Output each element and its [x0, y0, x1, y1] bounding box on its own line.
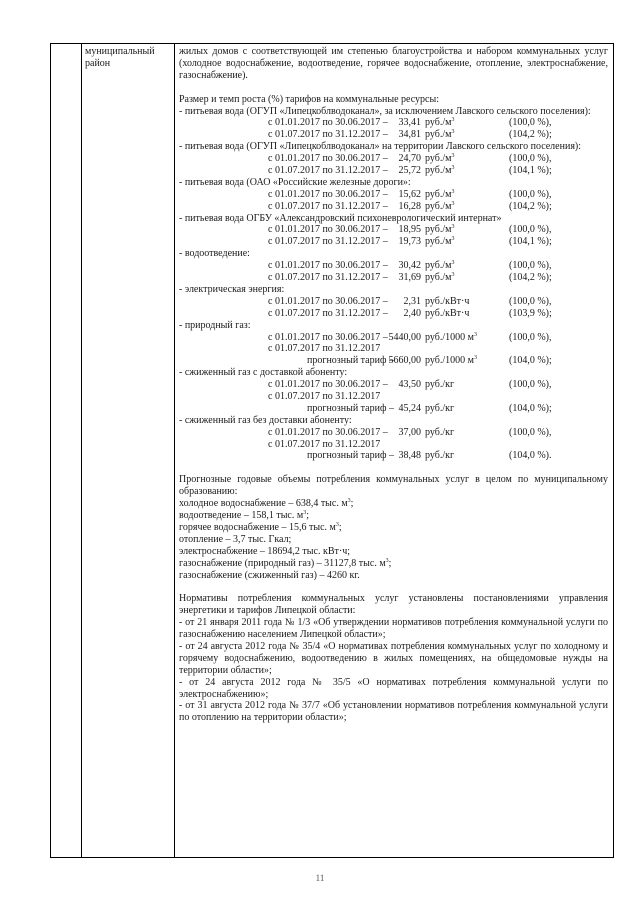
norms-heading: Нормативы потребления коммунальных услуг установлены постановлениями управления энергетики и тарифов Липецкой области:	[179, 593, 608, 617]
tariff-group-title: - питьевая вода (ОГУП «Липецкоблводоканал», за исключением Лавского сельского поселения):	[179, 105, 591, 117]
norm-item: - от 24 августа 2012 года № 35/4 «О нормативах потребления коммунальных услуг по холодному и горячему водоснабжению, водоотведению в жилых помещениях, на общедомовые нужды на территории области»;	[179, 640, 608, 676]
content-cell	[175, 44, 614, 858]
norm-item: - от 24 августа 2012 года № 35/5 «О нормативах потребления коммунальной услуги по электроснабжению»;	[179, 676, 608, 700]
norm-item: - от 31 августа 2012 года № 37/7 «Об установлении нормативов потребления коммунальной услуги по отоплению на территории области»;	[179, 700, 608, 724]
volume-heating: отопление – 3,7 тыс. Гкал;	[179, 533, 292, 545]
row-number-cell	[51, 44, 82, 858]
volume-cold-water: холодное водоснабжение – 638,4 тыс. $м^3$;	[179, 498, 354, 510]
tariff-rate-line: с 01.07.2017 по 31.12.2017	[268, 438, 381, 450]
tariff-rate-line: с 01.07.2017 по 31.12.2017 – 16,28 $руб./м^3$ (104,2 %);	[268, 200, 552, 212]
tariff-rate-line: с 01.01.2017 по 30.06.2017 – 5440,00 руб./1000 $м^3$ (100,0 %),	[268, 331, 552, 343]
tariff-rate-line: с 01.07.2017 по 31.12.2017	[268, 343, 381, 355]
tariff-rate-line: с 01.01.2017 по 30.06.2017 – 24,70 $руб./м^3$ (100,0 %),	[268, 153, 552, 165]
district-label: муниципальный район	[85, 46, 155, 69]
district-cell	[82, 44, 175, 858]
volume-hot-water: горячее водоснабжение – 15,6 тыс. $м^3$;	[179, 521, 342, 533]
tariff-rate-line: с 01.01.2017 по 30.06.2017 – 18,95 $руб./м^3$ (100,0 %),	[268, 224, 552, 236]
norm-item: - от 21 января 2011 года № 1/3 «Об утверждении нормативов потребления коммунальной услуги по газоснабжению населением Липецкой области»;	[179, 617, 608, 641]
volume-sewage: водоотведение – 158,1 тыс. $м^3$;	[179, 509, 309, 521]
tariff-rate-line: с 01.07.2017 по 31.12.2017 – 34,81 $руб./м^3$ (104,2 %);	[268, 129, 552, 141]
tariff-rate-line: с 01.01.2017 по 30.06.2017 – 15,62 $руб./м^3$ (100,0 %),	[268, 188, 552, 200]
tariff-rate-line: с 01.01.2017 по 30.06.2017 – 2,31 руб./кВт·ч (100,0 %),	[268, 295, 552, 307]
volumes-heading: Прогнозные годовые объемы потребления коммунальных услуг в целом по муниципальному образованию:	[179, 474, 608, 498]
tariff-group-title: - сжиженный газ без доставки абоненту:	[179, 414, 352, 426]
forecast-rate-line: прогнозный тариф – 45,24 руб./кг (104,0 %);	[307, 402, 552, 414]
table-row	[51, 44, 614, 858]
tariff-group-title: - питьевая вода (ОГУП «Липецкоблводоканал» на территории Лавского сельского поселения):	[179, 141, 582, 153]
tariff-rate-line: с 01.01.2017 по 30.06.2017 – 33,41 $руб./м^3$ (100,0 %),	[268, 117, 552, 129]
tariff-rate-line: с 01.07.2017 по 31.12.2017	[268, 391, 381, 403]
forecast-rate-line: прогнозный тариф – 5660,00 руб./1000 $м^3$ (104,0 %);	[307, 355, 552, 367]
tariff-rate-line: с 01.07.2017 по 31.12.2017 – 25,72 $руб./м^3$ (104,1 %);	[268, 165, 552, 176]
tariff-group-title: - питьевая вода ОГБУ «Александровский психоневрологический интернат»	[179, 212, 502, 224]
tariff-rate-line: с 01.01.2017 по 30.06.2017 – 30,42 $руб./м^3$ (100,0 %),	[268, 260, 552, 272]
tariff-rate-line: с 01.07.2017 по 31.12.2017 – 2,40 руб./кВт·ч (103,9 %);	[268, 307, 552, 319]
volume-gas-natural: газоснабжение (природный газ) – 31127,8 тыс. $м^3$;	[179, 557, 392, 569]
tariff-rate-line: с 01.01.2017 по 30.06.2017 – 37,00 руб./кг (100,0 %),	[268, 426, 552, 438]
document-table	[50, 43, 614, 858]
tariff-group-title: - электрическая энергия:	[179, 283, 285, 295]
tariff-group-title: - природный газ:	[179, 319, 251, 331]
page-number: 11	[315, 873, 325, 883]
tariff-rate-line: с 01.07.2017 по 31.12.2017 – 31,69 $руб./м^3$ (104,2 %);	[268, 272, 552, 284]
tariff-group-title: - водоотведение:	[179, 248, 250, 260]
tariff-group-title: - сжиженный газ с доставкой абоненту:	[179, 367, 348, 379]
tariff-rate-line: с 01.01.2017 по 30.06.2017 – 43,50 руб./кг (100,0 %),	[268, 379, 552, 391]
intro-text: жилых домов с соответствующей им степенью благоустройства и набором коммунальных услуг (холодное водоснабжение, водоотведение, горячее водоснабжение, отопление, электроснабжение, газоснабжение).	[179, 46, 608, 81]
content-body	[175, 44, 613, 724]
volume-gas-liquefied: газоснабжение (сжиженный газ) – 4260 кг.	[179, 569, 360, 581]
volume-electricity: электроснабжение – 18694,2 тыс. кВт·ч;	[179, 545, 350, 557]
tariff-rate-line: с 01.07.2017 по 31.12.2017 – 19,73 $руб./м^3$ (104,1 %);	[268, 236, 552, 248]
tariff-heading: Размер и темп роста (%) тарифов на коммунальные ресурсы:	[179, 93, 439, 105]
forecast-rate-line: прогнозный тариф – 38,48 руб./кг (104,0 %).	[307, 450, 552, 462]
tariff-group-title: - питьевая вода (ОАО «Российские железные дороги»:	[179, 176, 411, 188]
